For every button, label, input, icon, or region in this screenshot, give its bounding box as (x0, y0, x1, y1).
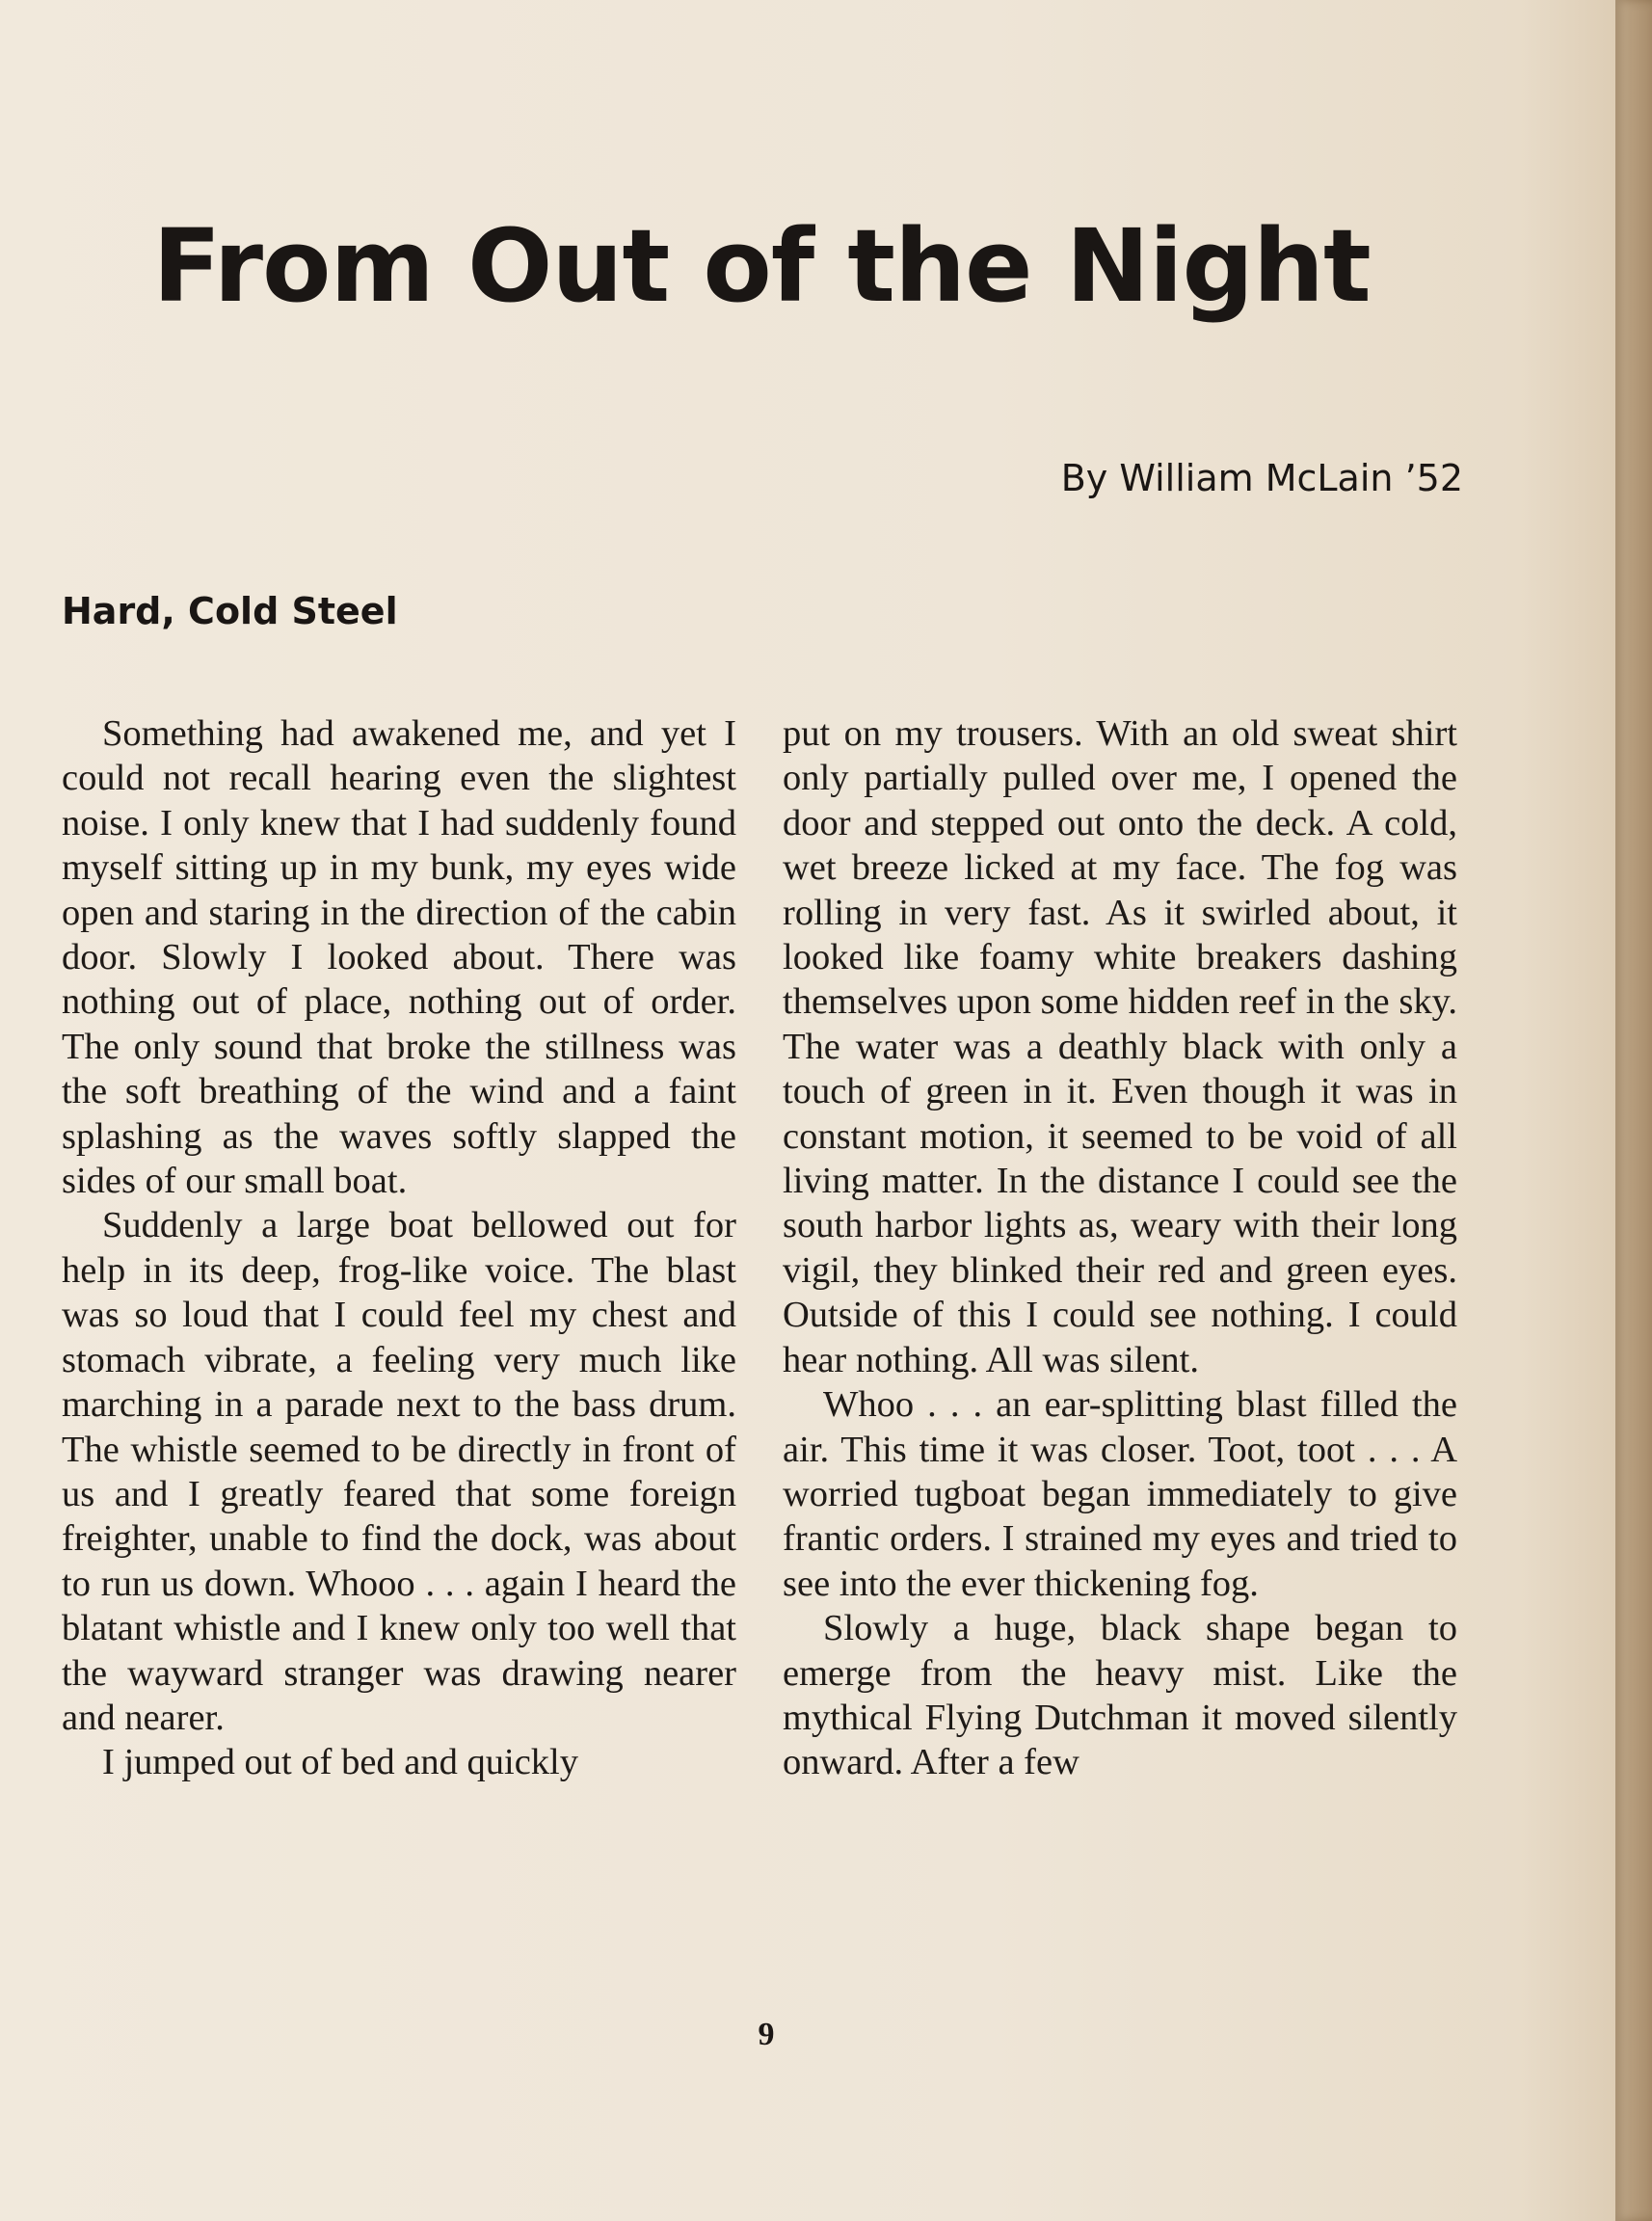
paragraph: Slowly a huge, black shape began to emerge from the heavy mist. Like the mythical Flying Dutchman it moved silently onward. After a few (783, 1608, 1457, 1783)
paragraph: I jumped out of bed and quickly (102, 1742, 578, 1783)
paragraph: Suddenly a large boat bellowed out for help in its deep, frog-like voice. The blast was so loud that I could feel my chest and stomach vibrate, a feeling very much like marching in a parade next to the bass drum. The whistle seemed to be directly in front of us and I greatly feared that some foreign freighter, unable to find the dock, was about to run us down. Whooo . . . again I heard the blatant whistle and I knew only too well that the wayward stranger was drawing nearer and nearer. (62, 1205, 736, 1738)
paragraph: Whoo . . . an ear-splitting blast filled the air. This time it was closer. Toot, toot . . . A worried tugboat began immediately to give frantic orders. I strained my eyes and tried to see into the ever thickening fog. (783, 1384, 1457, 1604)
article-title: From Out of the Night (152, 207, 1371, 325)
text-column-left (62, 711, 736, 1785)
page-binding-edge (1615, 0, 1652, 2221)
paragraph: put on my trousers. With an old sweat shirt only partially pulled over me, I opened the door and stepped out onto the deck. A cold, wet breeze licked at my face. The fog was rolling in very fast. As it swirled about, it looked like foamy white breakers dashing themselves upon some hidden reef in the sky. The water was a deathly black with only a touch of green in it. Even though it was in constant motion, it seemed to be void of all living matter. In the distance I could see the south harbor lights as, weary with their long vigil, they blinked their red and green eyes. Outside of this I could see nothing. I could hear nothing. All was silent. (783, 713, 1457, 1380)
section-heading: Hard, Cold Steel (62, 590, 398, 632)
page-number: 9 (758, 2017, 775, 2052)
paragraph: Something had awakened me, and yet I could not recall hearing even the slightest noise. I only knew that I had suddenly found myself sitting up in my bunk, my eyes wide open and staring in the direction of the cabin door. Slowly I looked about. There was nothing out of place, nothing out of order. The only sound that broke the stillness was the soft breathing of the wind and a faint splashing as the waves softly slapped the sides of our small boat. (62, 713, 736, 1202)
text-column-right (783, 711, 1457, 1785)
article-byline: By William McLain ’52 (1060, 457, 1463, 499)
